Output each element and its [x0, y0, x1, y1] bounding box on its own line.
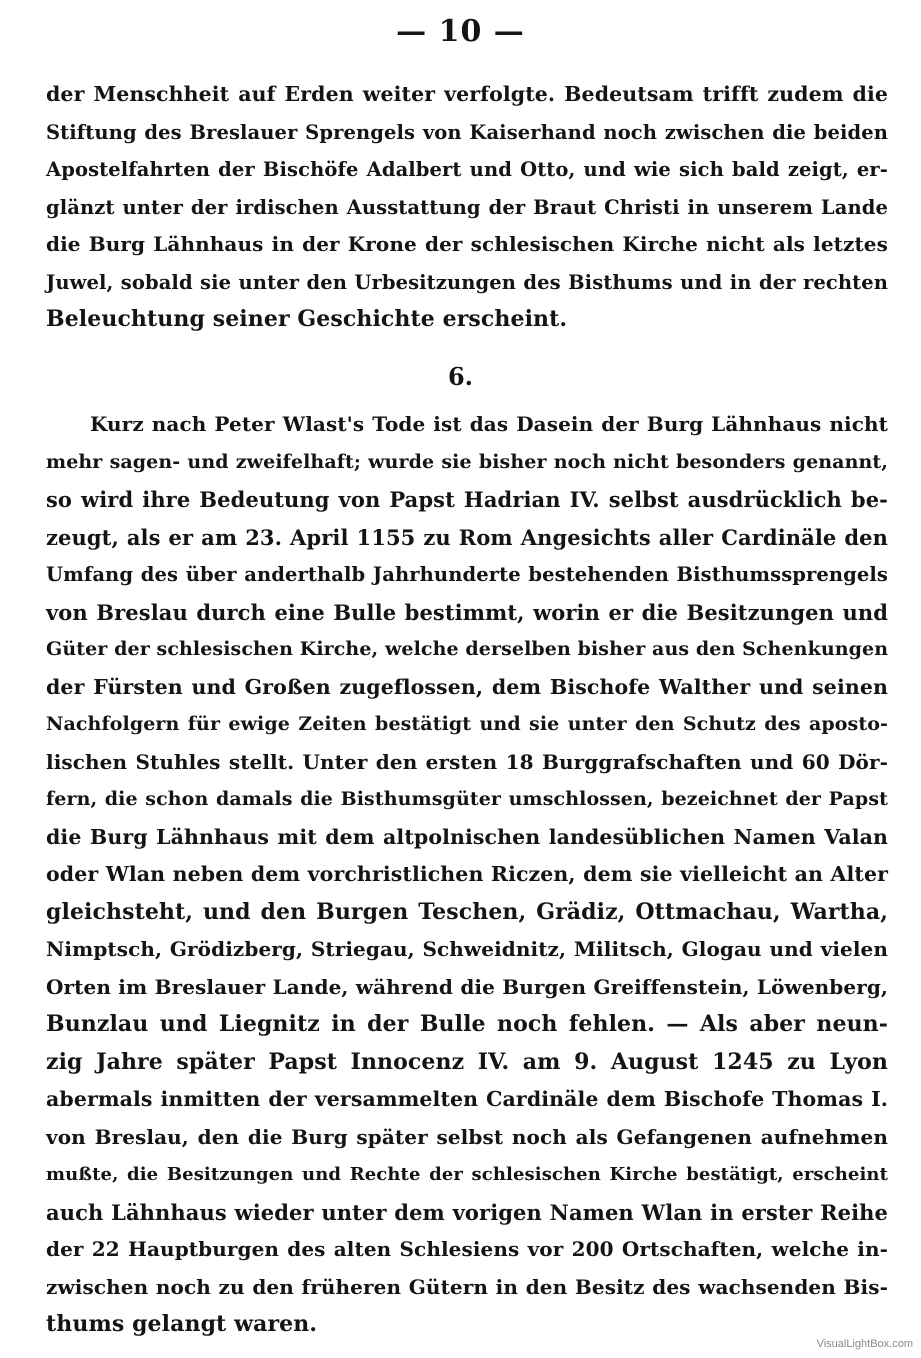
text-line: Güter der schlesischen Kirche, welche derselben bisher aus den Schenkungen — [46, 638, 889, 660]
text-line: die Burg Lähnhaus mit dem altpolnischen landesüblichen Namen Valan — [46, 824, 888, 849]
text-line: Beleuchtung seiner Geschichte erscheint. — [46, 306, 568, 332]
text-line: mußte, die Besitzungen und Rechte der schlesischen Kirche bestätigt, erscheint — [46, 1164, 888, 1185]
text-line: von Breslau durch eine Bulle bestimmt, worin er die Besitzungen und — [46, 599, 888, 625]
text-line: Nachfolgern für ewige Zeiten bestätigt und sie unter den Schutz des aposto- — [46, 713, 888, 735]
text-line: Umfang des über anderthalb Jahrhunderte bestehenden Bisthumssprengels — [46, 563, 888, 586]
text-line: Nimptsch, Grödizberg, Striegau, Schweidnitz, Militsch, Glogau und vielen — [46, 937, 888, 961]
text-line: glänzt unter der irdischen Ausstattung der Braut Christi in unserem Lande — [46, 195, 888, 219]
text-line: die Burg Lähnhaus in der Krone der schlesischen Kirche nicht als letztes — [46, 232, 888, 256]
text-line: Apostelfahrten der Bischöfe Adalbert und Otto, und wie sich bald zeigt, er- — [46, 158, 888, 181]
text-line: auch Lähnhaus wieder unter dem vorigen Namen Wlan in erster Reihe — [46, 1199, 888, 1225]
paragraph-1 — [46, 76, 888, 339]
text-line: zwischen noch zu den früheren Gütern in den Besitz des wachsenden Bis- — [46, 1274, 888, 1299]
text-line: fern, die schon damals die Bisthumsgüter umschlossen, bezeichnet der Papst — [46, 788, 888, 810]
text-line: thums gelangt waren. — [46, 1311, 318, 1337]
text-line: der Menschheit auf Erden weiter verfolgte. Bedeutsam trifft zudem die — [46, 82, 888, 106]
text-line: der 22 Hauptburgen des alten Schlesiens vor 200 Ortschaften, welche in- — [46, 1237, 888, 1261]
text-line: gleichsteht, und den Burgen Teschen, Grädiz, Ottmachau, Wartha, — [46, 898, 888, 925]
text-line: Stiftung des Breslauer Sprengels von Kaiserhand noch zwischen die beiden — [46, 120, 888, 144]
page-number: — 10 — — [396, 14, 525, 49]
text-line: zig Jahre später Papst Innocenz IV. am 9. August 1245 zu Lyon — [46, 1048, 888, 1075]
text-line: zeugt, als er am 23. April 1155 zu Rom Angesichts aller Cardinäle den — [46, 524, 888, 550]
text-line: Kurz nach Peter Wlast's Tode ist das Dasein der Burg Lähnhaus nicht — [90, 412, 888, 436]
text-line: Orten im Breslauer Lande, während die Burgen Greiffenstein, Löwenberg, — [46, 974, 888, 999]
text-line: mehr sagen- und zweifelhaft; wurde sie bisher noch nicht besonders genannt, — [46, 450, 888, 473]
text-line: der Fürsten und Großen zugeflossen, dem Bischofe Walther und seinen — [46, 674, 888, 699]
text-line: lischen Stuhles stellt. Unter den ersten 18 Burggrafschaften und 60 Dör- — [46, 749, 888, 774]
section-number: 6. — [447, 362, 474, 391]
text-line: Juwel, sobald sie unter den Urbesitzungen des Bisthums und in der rechten — [46, 270, 888, 294]
text-line: oder Wlan neben dem vorchristlichen Riczen, dem sie vielleicht an Alter — [46, 862, 888, 886]
text-line: Bunzlau und Liegnitz in der Bulle noch fehlen. — Als aber neun- — [46, 1011, 888, 1037]
text-line: so wird ihre Bedeutung von Papst Hadrian IV. selbst ausdrücklich be- — [46, 487, 888, 512]
text-line: von Breslau, den die Burg später selbst noch als Gefangenen aufnehmen — [46, 1124, 888, 1149]
paragraph-2 — [46, 406, 888, 1344]
watermark: VisualLightBox.com — [816, 1338, 913, 1350]
text-line: abermals inmitten der versammelten Cardinäle dem Bischofe Thomas I. — [46, 1087, 888, 1111]
